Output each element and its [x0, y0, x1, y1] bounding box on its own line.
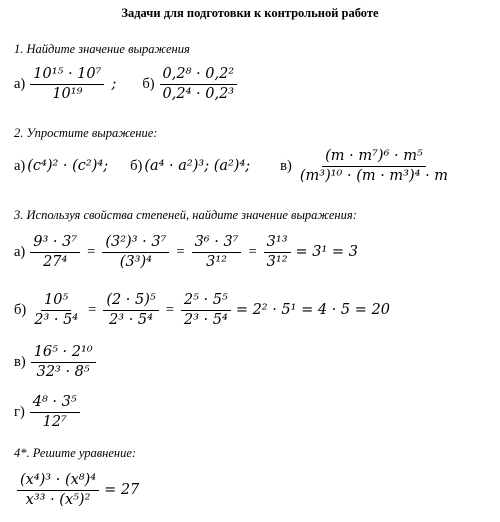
page-title: Задачи для подготовки к контрольной работе	[121, 6, 379, 20]
task3-a-fraction-1	[30, 234, 80, 270]
task2-c-numerator: (m · m⁷)⁶ · m⁵	[322, 148, 426, 167]
task3-a-fraction-4	[264, 234, 291, 270]
task2-c-denominator: (m³)¹⁰ · (m · m³)⁴ · m	[299, 167, 449, 184]
task2-c-fraction	[297, 148, 451, 184]
task1-heading: 1. Найдите значение выражения	[14, 42, 190, 56]
equals-sign: =	[87, 243, 96, 260]
task3-a-denominator-2: (3³)⁴	[119, 253, 152, 270]
task3-heading: 3. Используя свойства степеней, найдите значение выражения:	[14, 208, 357, 222]
task3-d-fraction	[30, 394, 80, 430]
task3-d-denominator: 12⁷	[42, 413, 67, 430]
task3-b-row	[14, 292, 390, 328]
task3-b-numerator-3: 2⁵ · 5⁵	[181, 292, 231, 311]
task1-a-separator: ;	[111, 76, 117, 93]
task3-a-numerator-4: 3¹³	[264, 234, 291, 253]
task3-b-denominator-2: 2³ · 5⁴	[109, 311, 153, 328]
task2-expressions	[14, 148, 454, 184]
task1-b-label: б)	[142, 75, 155, 92]
task4-numerator: (x⁴)³ · (x⁸)⁴	[17, 472, 99, 491]
task1-a-denominator: 10¹⁹	[52, 85, 83, 102]
task4-heading: 4*. Решите уравнение:	[14, 446, 137, 460]
task3-a-numerator-3: 3⁶ · 3⁷	[192, 234, 242, 253]
task3-b-result: = 2² · 5¹ = 4 · 5 = 20	[235, 302, 390, 319]
task4-right-side: = 27	[104, 482, 140, 499]
equals-sign: =	[176, 243, 185, 260]
task2-a-label: а)	[14, 157, 26, 174]
task3-a-numerator-2: (3²)³ · 3⁷	[102, 234, 169, 253]
task3-d-numerator: 4⁸ · 3⁵	[30, 394, 80, 413]
task4-equation	[14, 472, 139, 508]
task1-b-numerator: 0,2⁸ · 0,2²	[160, 66, 238, 85]
task4-denominator: x³³ · (x⁵)²	[25, 491, 91, 508]
task1-b-denominator: 0,2⁴ · 0,2³	[162, 85, 235, 102]
task3-c-label: в)	[14, 353, 26, 370]
task2-b-expression: (a⁴ · a²)³; (a²)⁴;	[144, 158, 251, 175]
task1-b-fraction	[160, 66, 238, 102]
equals-sign: =	[165, 301, 174, 318]
task3-d-row	[14, 394, 83, 430]
task3-b-label: б)	[14, 301, 27, 318]
task3-c-numerator: 16⁵ · 2¹⁰	[31, 344, 96, 363]
task3-b-numerator-1: 10⁵	[41, 292, 71, 311]
task1-a-fraction	[30, 66, 104, 102]
task3-a-denominator-4: 3¹²	[266, 253, 288, 270]
task3-a-fraction-2	[102, 234, 169, 270]
task3-a-denominator-3: 3¹²	[206, 253, 227, 270]
task3-a-label: а)	[14, 243, 26, 260]
equals-sign: =	[88, 301, 97, 318]
task3-a-row	[14, 234, 358, 270]
task2-heading: 2. Упростите выражение:	[14, 126, 158, 140]
task3-b-numerator-2: (2 · 5)⁵	[103, 292, 158, 311]
task3-b-denominator-1: 2³ · 5⁴	[34, 311, 79, 328]
task1-a-numerator: 10¹⁵ · 10⁷	[30, 66, 104, 85]
task3-b-fraction-3	[181, 292, 231, 328]
task3-a-numerator-1: 9³ · 3⁷	[30, 234, 80, 253]
task3-c-fraction	[31, 344, 96, 380]
task3-b-denominator-3: 2³ · 5⁴	[183, 311, 228, 328]
task3-d-label: г)	[14, 403, 25, 420]
task2-a-expression: (c⁴)² · (c²)⁴;	[27, 158, 109, 175]
task2-c-label: в)	[280, 157, 292, 174]
task3-b-fraction-2	[103, 292, 158, 328]
task1-a-label: а)	[14, 75, 26, 92]
task3-a-result: = 3¹ = 3	[295, 244, 358, 261]
task2-b-label: б)	[130, 157, 143, 174]
task3-c-denominator: 32³ · 8⁵	[36, 363, 90, 380]
task3-b-fraction-1	[31, 292, 81, 328]
equals-sign: =	[248, 243, 257, 260]
task4-fraction	[17, 472, 99, 508]
task3-a-fraction-3	[192, 234, 242, 270]
task3-a-denominator-1: 27⁴	[43, 253, 68, 270]
task3-c-row	[14, 344, 99, 380]
task1-expressions	[14, 66, 240, 102]
